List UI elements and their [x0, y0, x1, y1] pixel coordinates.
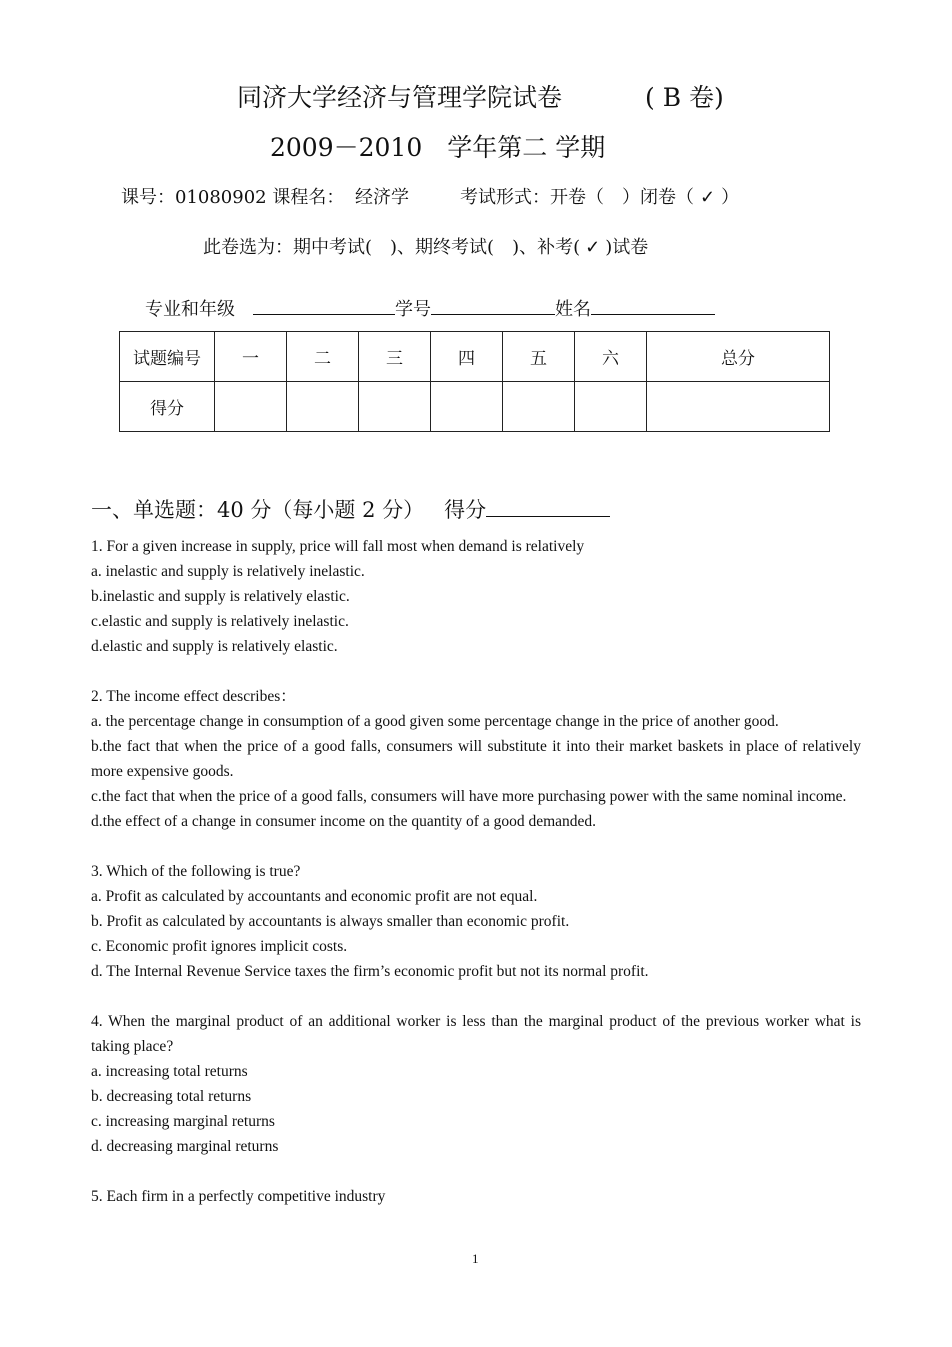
- score-table: [119, 331, 830, 432]
- option: c.the fact that when the price of a good falls, consumers will have more purchasing power with the same nominal income.: [91, 788, 847, 805]
- student-id-field[interactable]: [431, 296, 555, 315]
- exam-title: 同济大学经济与管理学院试卷: [237, 83, 563, 112]
- option: b. Profit as calculated by accountants is always smaller than economic profit.: [91, 913, 570, 930]
- question-5: [91, 1184, 861, 1209]
- option: a. Profit as calculated by accountants and economic profit are not equal.: [91, 888, 538, 905]
- exam-type-text: 此卷选为：期中考试( )、期终考试( )、补考(: [203, 237, 581, 258]
- score-cell[interactable]: [215, 382, 287, 432]
- column-header: 二: [287, 332, 359, 382]
- row-header-question-number: 试题编号: [120, 332, 215, 382]
- section-title: 一、单选题：40 分（每小题 2 分）: [91, 498, 425, 522]
- exam-type-suffix: )试卷: [605, 237, 649, 258]
- major-field[interactable]: [253, 296, 395, 315]
- major-label: 专业和年级: [145, 299, 235, 320]
- score-cell[interactable]: [359, 382, 431, 432]
- student-id-label: 学号: [395, 299, 431, 320]
- question-stem: 3. Which of the following is true?: [91, 863, 301, 880]
- column-header: 五: [503, 332, 575, 382]
- score-cell[interactable]: [575, 382, 647, 432]
- course-name: 经济学: [355, 187, 409, 208]
- option: b.the fact that when the price of a good falls, consumers will substitute it into their market baskets in place of relatively more expensive goods.: [91, 738, 861, 780]
- column-header: 一: [215, 332, 287, 382]
- section-score-field[interactable]: [486, 496, 610, 517]
- option: c.elastic and supply is relatively inelastic.: [91, 613, 349, 630]
- exam-form-close: ）: [721, 187, 740, 208]
- exam-form-label: 考试形式：开卷（ ）闭卷（: [460, 187, 694, 208]
- question-stem: 2. The income effect describes：: [91, 688, 296, 705]
- academic-term: 2009－2010 学年第二 学期: [270, 133, 606, 162]
- question-1: [91, 534, 861, 659]
- option: d.the effect of a change in consumer income on the quantity of a good demanded.: [91, 813, 597, 830]
- option: b. decreasing total returns: [91, 1088, 252, 1105]
- column-header: 三: [359, 332, 431, 382]
- table-row: [120, 332, 830, 382]
- column-header-total: 总分: [647, 332, 830, 382]
- question-list: [91, 534, 861, 1209]
- option: c. increasing marginal returns: [91, 1113, 275, 1130]
- question-stem: 5. Each firm in a perfectly competitive industry: [91, 1188, 386, 1205]
- option: a. inelastic and supply is relatively inelastic.: [91, 563, 365, 580]
- score-cell[interactable]: [431, 382, 503, 432]
- question-2: [91, 684, 861, 834]
- table-row: [120, 382, 830, 432]
- page-number: 1: [472, 1251, 479, 1266]
- option: c. Economic profit ignores implicit costs.: [91, 938, 348, 955]
- exam-type: [203, 233, 648, 259]
- paper-version: ( B 卷): [645, 83, 724, 112]
- student-info: [145, 295, 715, 321]
- student-name-field[interactable]: [591, 296, 715, 315]
- check-mark-icon: ✓: [585, 237, 601, 258]
- row-header-score: 得分: [120, 382, 215, 432]
- question-3: [91, 859, 861, 984]
- option: b.inelastic and supply is relatively elastic.: [91, 588, 350, 605]
- option: a. the percentage change in consumption of a good given some percentage change in the price of another good.: [91, 713, 779, 730]
- score-cell[interactable]: [287, 382, 359, 432]
- option: d. decreasing marginal returns: [91, 1138, 279, 1155]
- option: d.elastic and supply is relatively elastic.: [91, 638, 338, 655]
- check-mark-icon: ✓: [700, 187, 716, 208]
- column-header: 四: [431, 332, 503, 382]
- score-cell[interactable]: [503, 382, 575, 432]
- column-header: 六: [575, 332, 647, 382]
- exam-form: [460, 183, 739, 209]
- section-score-label: 得分: [444, 498, 487, 522]
- total-score-cell[interactable]: [647, 382, 830, 432]
- student-name-label: 姓名: [555, 299, 591, 320]
- question-stem: 4. When the marginal product of an additional worker is less than the marginal product of the previous worker what is taking place?: [91, 1013, 861, 1055]
- course-code: 课号：01080902 课程名：: [121, 187, 345, 208]
- question-4: [91, 1009, 861, 1159]
- option: a. increasing total returns: [91, 1063, 248, 1080]
- option: d. The Internal Revenue Service taxes the firm’s economic profit but not its normal profit.: [91, 963, 649, 980]
- question-stem: 1. For a given increase in supply, price will fall most when demand is relatively: [91, 538, 585, 555]
- section-heading: [91, 494, 610, 524]
